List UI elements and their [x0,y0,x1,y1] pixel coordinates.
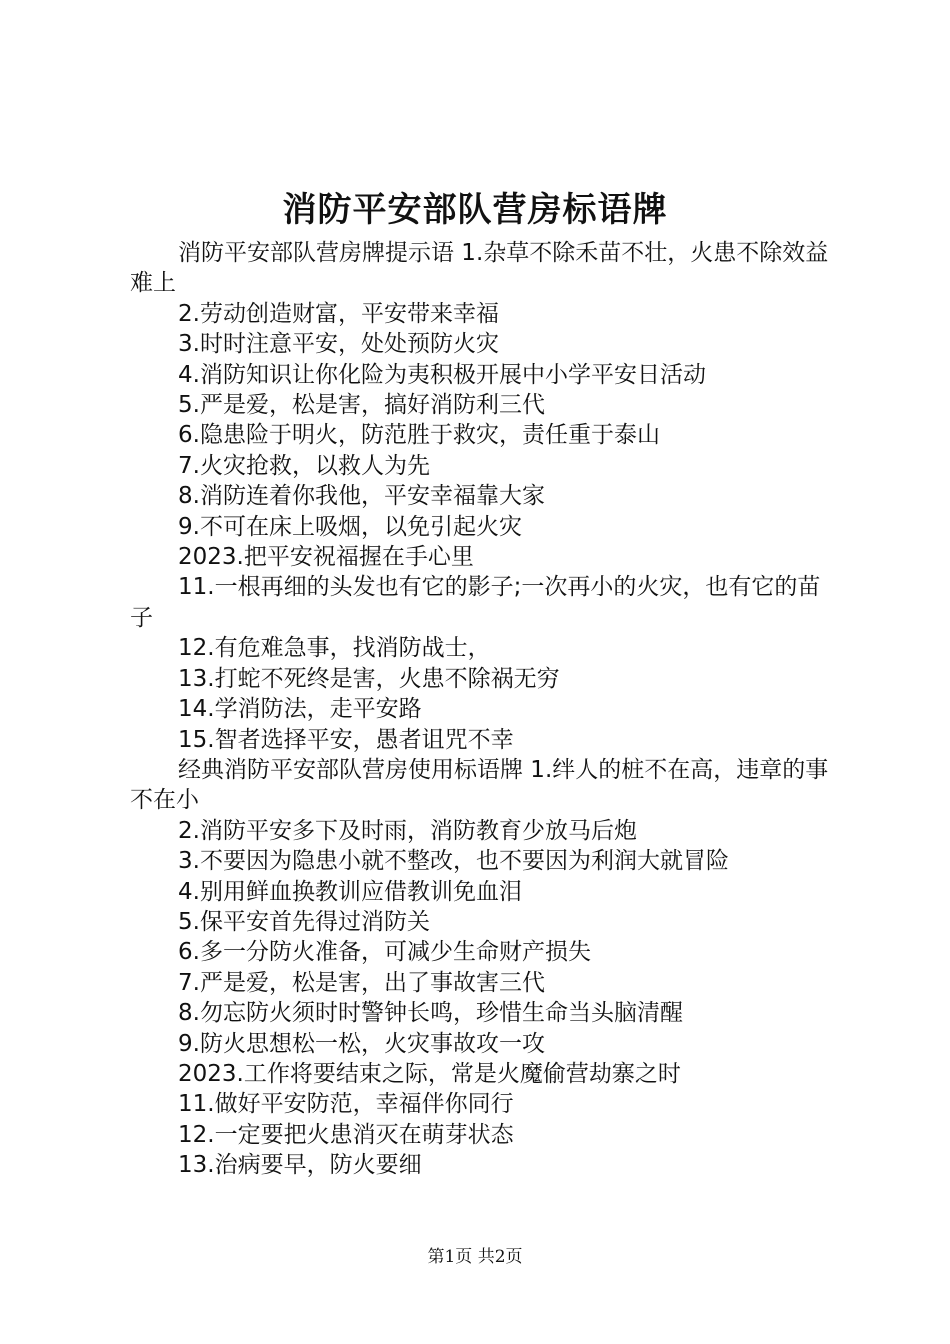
paragraph: 15.智者选择平安，愚者诅咒不幸 [178,726,514,753]
paragraph: 7.严是爱，松是害，出了事故害三代 [178,969,545,996]
paragraph: 2.劳动创造财富，平安带来幸福 [178,300,499,327]
paragraph: 11.做好平安防范，幸福伴你同行 [178,1091,514,1118]
paragraph: 3.不要因为隐患小就不整改，也不要因为利润大就冒险 [178,848,729,875]
paragraph: 2.消防平安多下及时雨，消防教育少放马后炮 [178,817,637,844]
paragraph: 8.消防连着你我他，平安幸福靠大家 [178,483,545,510]
paragraph: 6.隐患险于明火，防范胜于救灾，责任重于泰山 [178,422,660,449]
paragraph: 2023.把平安祝福握在手心里 [178,544,474,571]
paragraph: 5.保平安首先得过消防关 [178,908,430,935]
paragraph: 6.多一分防火准备，可减少生命财产损失 [178,939,591,966]
page-footer: 第1页 共2页 [427,1247,523,1267]
paragraph: 14.学消防法，走平安路 [178,696,422,723]
document-body [130,238,830,1181]
paragraph: 9.防火思想松一松，火灾事故攻一攻 [178,1030,545,1057]
document-title: 消防平安部队营房标语牌 [282,190,668,230]
paragraph: 9.不可在床上吸烟，以免引起火灾 [178,513,522,540]
paragraph: 7.火灾抢救，以救人为先 [178,452,430,479]
paragraph: 12.有危难急事，找消防战士， [178,635,491,662]
paragraph: 4.别用鲜血换教训应借教训免血泪 [178,878,522,905]
paragraph: 13.打蛇不死终是害，火患不除祸无穷 [178,665,560,692]
paragraph: 12.一定要把火患消灭在萌芽状态 [178,1121,514,1148]
paragraph: 13.治病要早，防火要细 [178,1152,422,1179]
paragraph: 8.勿忘防火须时时警钟长鸣，珍惜生命当头脑清醒 [178,1000,683,1027]
paragraph: 消防平安部队营房牌提示语 1.杂草不除禾苗不壮，火患不除效益难上 [130,240,829,297]
paragraph: 经典消防平安部队营房使用标语牌 1.绊人的桩不在高，违章的事不在小 [130,756,829,814]
paragraph: 2023.工作将要结束之际，常是火魔偷营劫寨之时 [178,1060,681,1087]
paragraph: 4.消防知识让你化险为夷积极开展中小学平安日活动 [178,361,706,388]
paragraph: 3.时时注意平安，处处预防火灾 [178,331,499,358]
paragraph: 11.一根再细的头发也有它的影子;一次再小的火灾，也有它的苗子 [130,574,821,631]
paragraph: 5.严是爱，松是害，搞好消防利三代 [178,392,545,419]
